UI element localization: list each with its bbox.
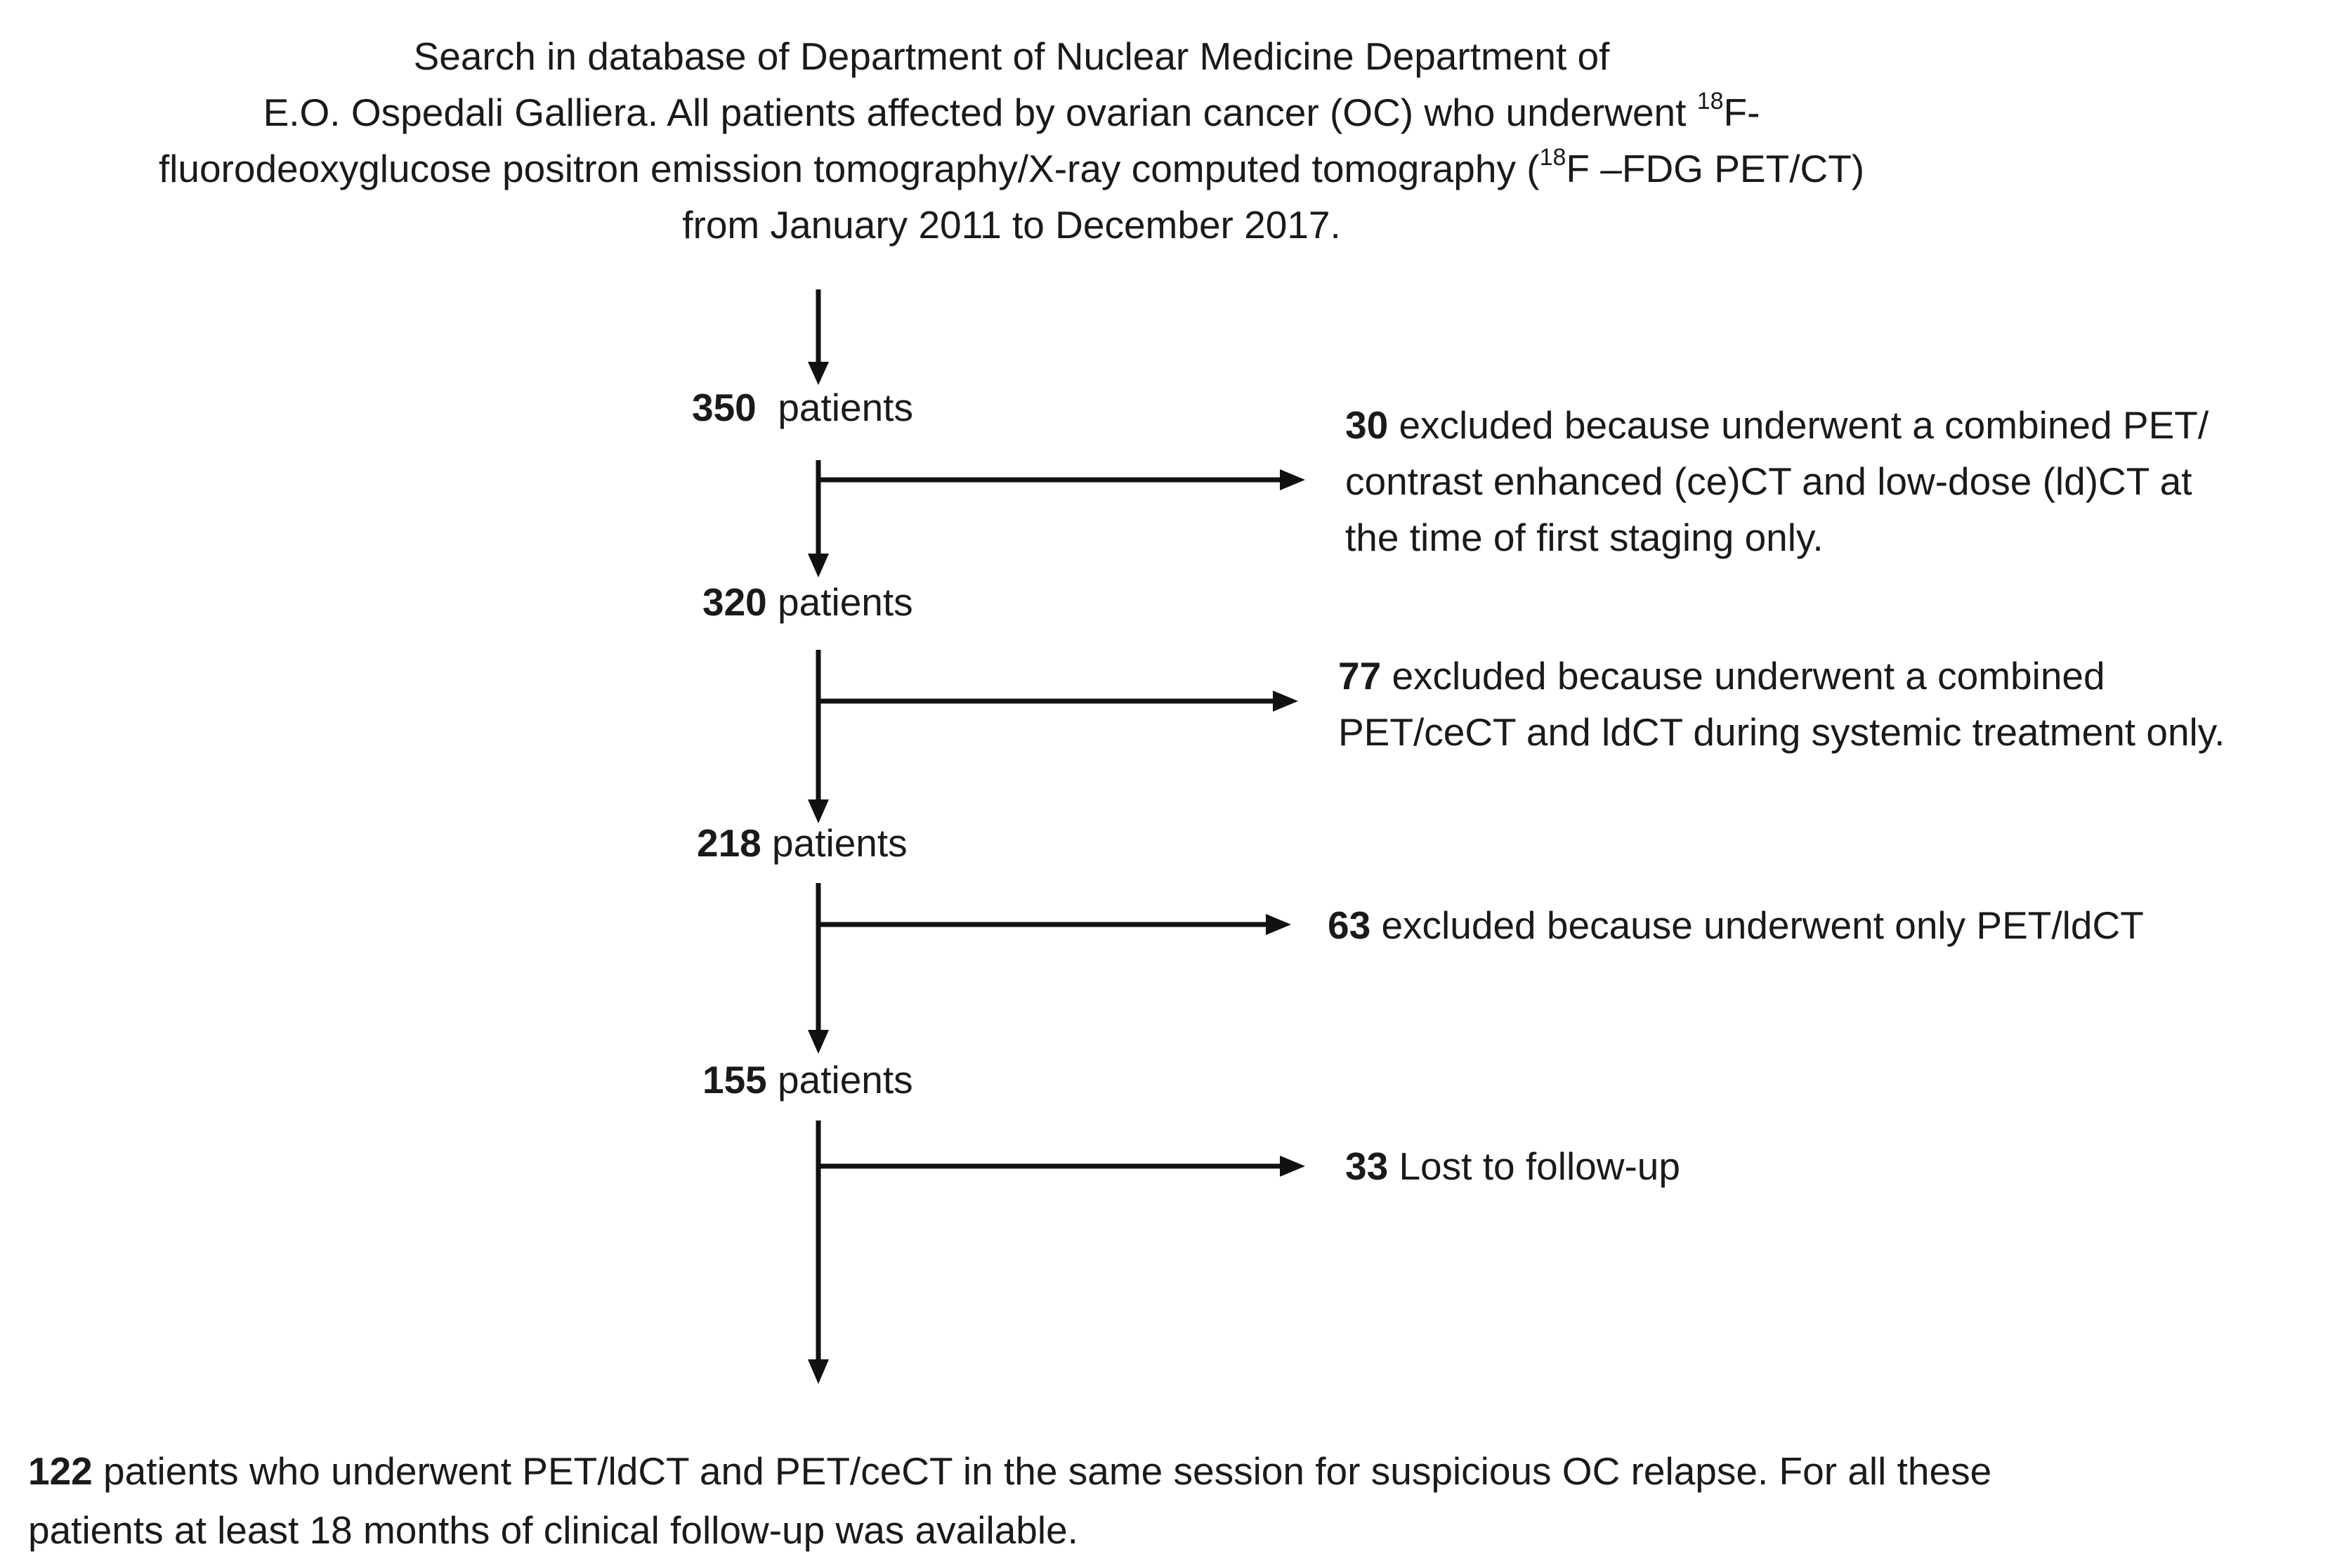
step-218-patients: 218 patients	[697, 821, 908, 865]
arrowhead-exclude-77	[1273, 691, 1298, 712]
final-cohort: 122 patients who underwent PET/ldCT and PET/ceCT in the same session for suspicious OC relapse. For all these patients at least 18 months of clinical follow-up was available.	[28, 1449, 1992, 1552]
step-320-patients: 320 patients	[702, 580, 913, 624]
arrowhead-final	[808, 1359, 829, 1384]
step-350-patients: 350 patients	[692, 386, 913, 429]
exclusion-77: 77 excluded because underwent a combined PET/ceCT and ldCT during systemic treatment only.	[1338, 654, 2225, 754]
arrowhead-exclude-30	[1280, 469, 1305, 490]
exclusion-30: 30 excluded because underwent a combined PET/ contrast enhanced (ce)CT and low-dose (ld)CT at the time of first staging only.	[1345, 403, 2209, 559]
header-line-1: Search in database of Department of Nuclear Medicine Department of	[413, 34, 1610, 78]
exclusion-33: 33 Lost to follow-up	[1345, 1144, 1680, 1188]
arrowhead-155	[808, 1030, 829, 1054]
arrowhead-exclude-63	[1266, 914, 1291, 935]
header-line-3: fluorodeoxyglucose positron emission tomography/X-ray computed tomography ($^{18}$F –FDG PET/CT)	[158, 144, 1865, 190]
step-155-patients: 155 patients	[702, 1058, 913, 1102]
exclusion-63: 63 excluded because underwent only PET/ldCT	[1328, 903, 2144, 947]
arrowhead-exclude-33	[1280, 1156, 1305, 1177]
header-line-4: from January 2011 to December 2017.	[682, 203, 1341, 247]
header-line-2: E.O. Ospedali Galliera. All patients affected by ovarian cancer (OC) who underwent $^{18}$F-	[263, 88, 1760, 134]
